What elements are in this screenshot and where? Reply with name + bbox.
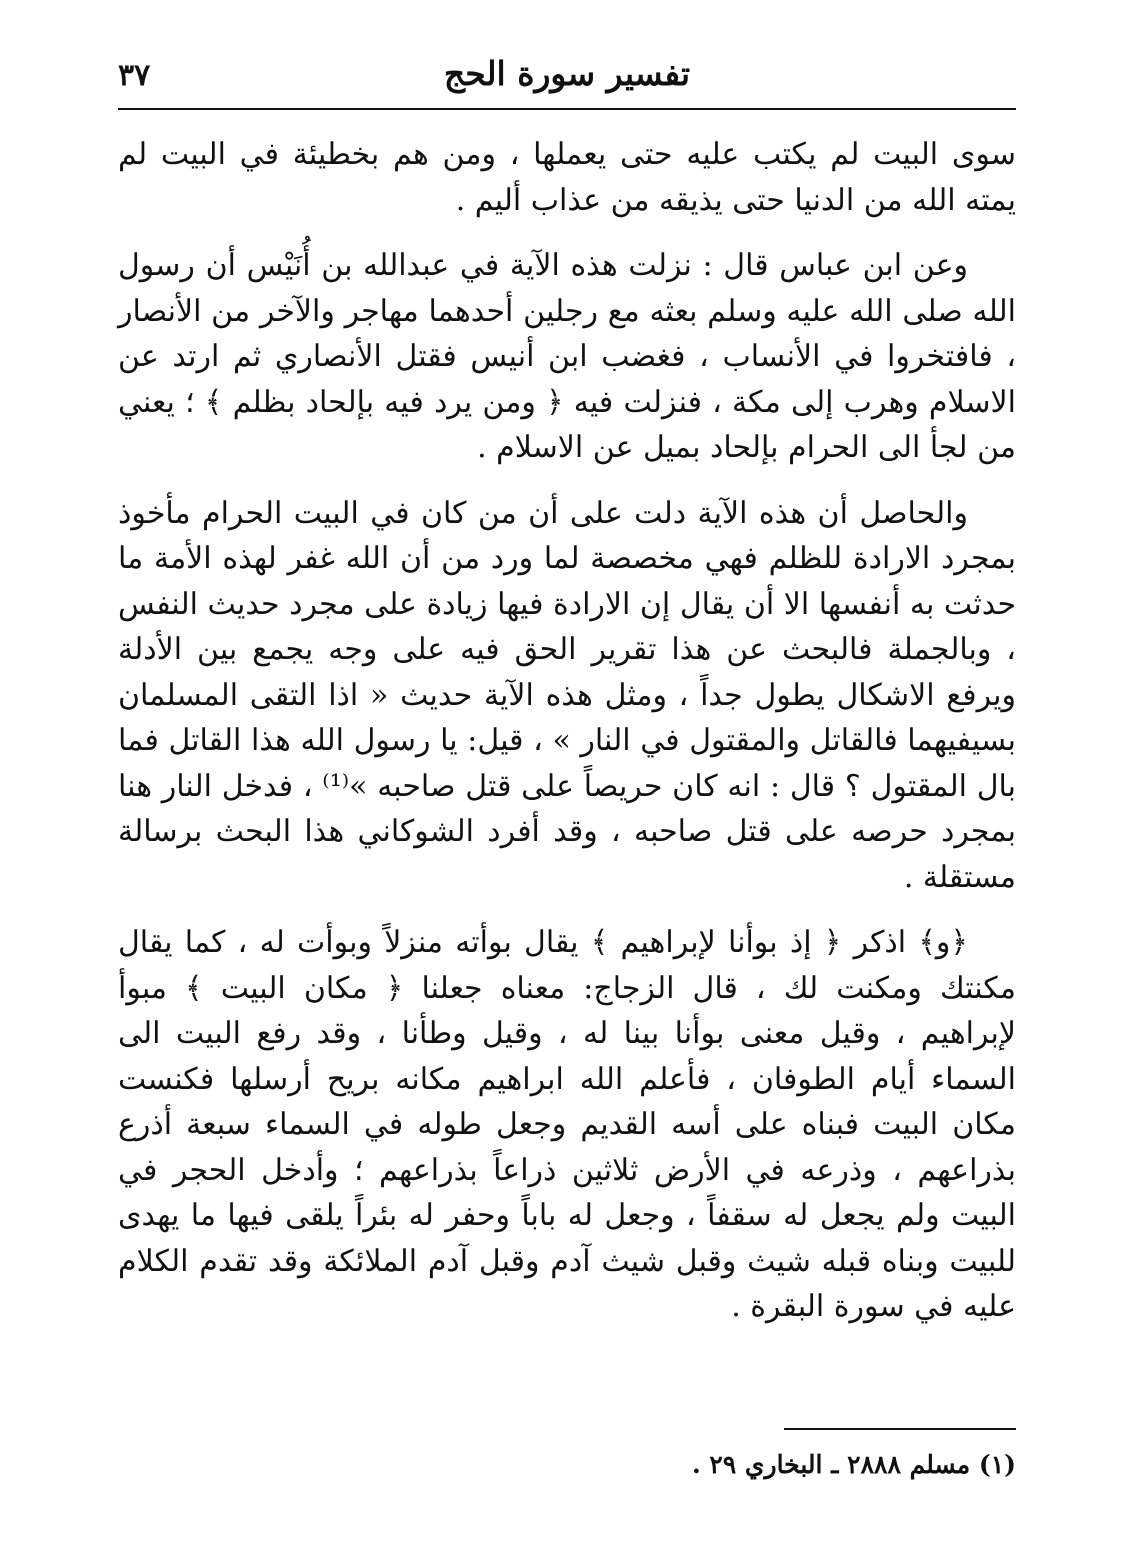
paragraph-1: سوى البيت لم يكتب عليه حتى يعملها ، ومن هم بخطيئة في البيت لم يمته الله من الدنيا حتى يذيقه من عذاب أليم . xyxy=(118,137,1016,218)
page-number: ٣٧ xyxy=(118,58,151,93)
page-header xyxy=(118,52,1016,102)
footnote: (١) مسلم ٢٨٨٨ ـ البخاري ٢٩ . xyxy=(691,1450,1016,1479)
header-rule xyxy=(118,108,1016,110)
body-text xyxy=(118,132,1016,1350)
paragraph-4: ﴿و﴾ اذكر ﴿ إذ بوأنا لإبراهيم ﴾ يقال بوأته منزلاً وبوأت له ، كما يقال مكنتك ومكنت لك ، قال الزجاج: معناه جعلنا ﴿ مكان البيت ﴾ مبوأ لإبراهيم ، وقيل معنى بوأنا بينا له ، وقيل وطأنا ، وقد رفع البيت الى السماء أيام الطوفان ، فأعلم الله ابراهيم مكانه بريح أرسلها فكنست مكان البيت فبناه على أسه القديم وجعل طوله في السماء سبعة أذرع بذراعهم ، وذرعه في الأرض ثلاثين ذراعاً بذراعهم ؛ وأدخل الحجر في البيت ولم يجعل له سقفاً ، وجعل له باباً وحفر له بئراً يلقى فيها ما يهدى للبيت وبناه قبله شيث وقبل شيث آدم وقبل آدم الملائكة وقد تقدم الكلام عليه في سورة البقرة . xyxy=(118,925,1016,1324)
paragraph-3: والحاصل أن هذه الآية دلت على أن من كان في البيت الحرام مأخوذ بمجرد الارادة للظلم فهي مخصصة لما ورد من أن الله غفر لهذه الأمة ما حدثت به أنفسها الا أن يقال إن الارادة فيها زيادة على مجرد حديث النفس ، وبالجملة فالبحث عن هذا تقرير الحق فيه على وجه يجمع بين الأدلة ويرفع الاشكال يطول جداً ، ومثل هذه الآية حديث « اذا التقى المسلمان بسيفيهما فالقاتل والمقتول في النار » ، قيل: يا رسول الله هذا القاتل فما بال المقتول ؟ قال : انه كان حريصاً على قتل صاحبه »⁽¹⁾ ، فدخل النار هنا بمجرد حرصه على قتل صاحبه ، وقد أفرد الشوكاني هذا البحث برسالة مستقلة . xyxy=(118,495,1016,895)
running-title: تفسير سورة الحج xyxy=(443,54,691,93)
paragraph-2: وعن ابن عباس قال : نزلت هذه الآية في عبدالله بن أُنَيْس أن رسول الله صلى الله عليه وسلم بعثه مع رجلين أحدهما مهاجر والآخر من الأنصار ، فافتخروا في الأنساب ، فغضب ابن أنيس فقتل الأنصاري ثم ارتد عن الاسلام وهرب إلى مكة ، فنزلت فيه ﴿ ومن يرد فيه بإلحاد بظلم ﴾ ؛ يعني من لجأ الى الحرام بإلحاد بميل عن الاسلام . xyxy=(118,248,1016,465)
footnote-rule xyxy=(784,1428,1016,1430)
